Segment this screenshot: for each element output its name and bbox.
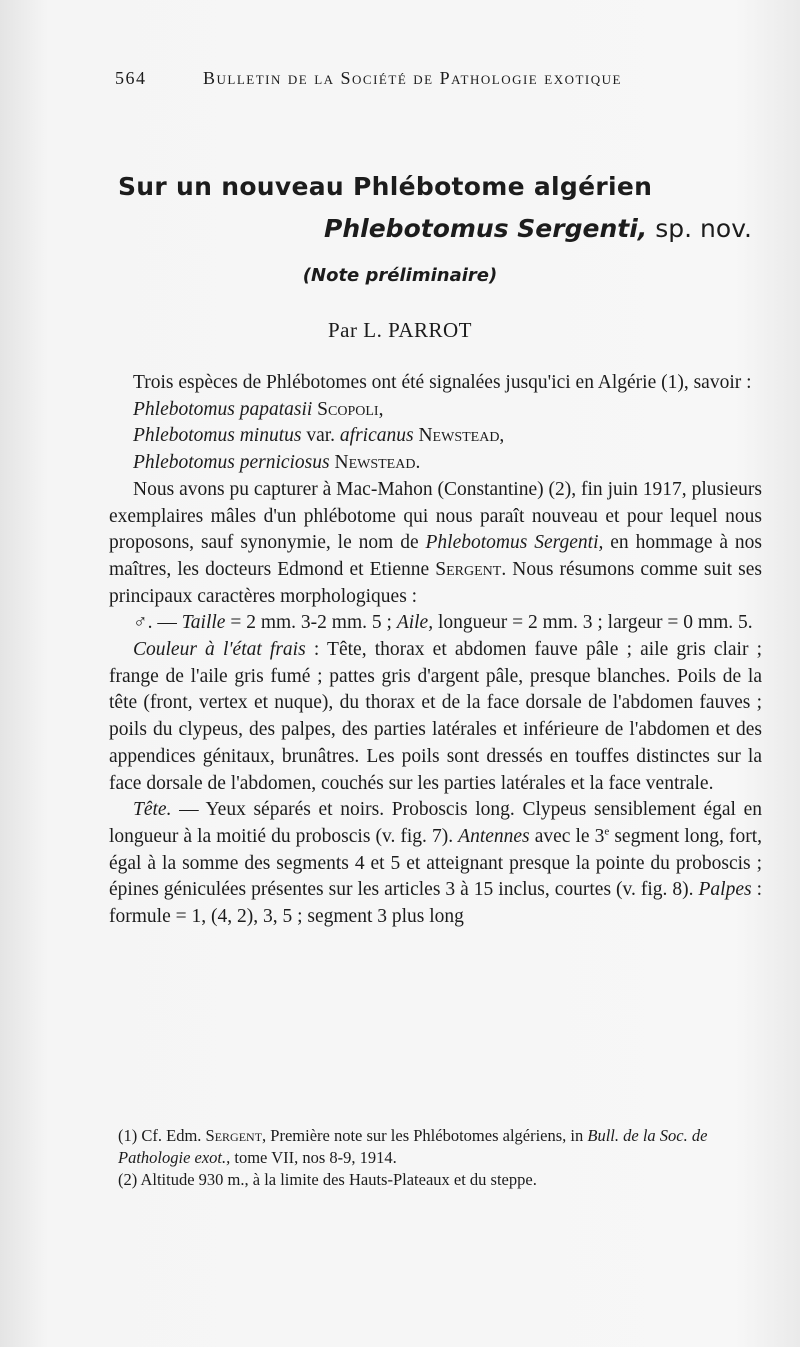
paragraph-intro: Trois espèces de Phlébotomes ont été signalées jusqu'ici en Algérie (1), savoir : [133, 372, 752, 393]
article-body [109, 370, 762, 931]
species-item-perniciosus: Phlebotomus perniciosus Newstead. [133, 452, 421, 474]
running-header [115, 68, 735, 98]
preliminary-note-label: (Note préliminaire) [302, 265, 498, 286]
footnotes [118, 1125, 768, 1191]
article-species-title [324, 214, 752, 243]
species-item-papatasii: Phlebotomus papatasii Scopoli, [133, 398, 384, 420]
paragraph-size: ♂. — Taille = 2 mm. 3-2 mm. 5 ; Aile, longueur = 2 mm. 3 ; largeur = 0 mm. 5. [133, 612, 753, 634]
footnote-2: (2) Altitude 930 m., à la limite des Hauts-Plateaux et du steppe. [118, 1170, 537, 1189]
paragraph-capture: Nous avons pu capturer à Mac-Mahon (Constantine) (2), fin juin 1917, plusieurs exemplaires mâles d'un phlébotome qui nous paraît nouveau et pour lequel nous proposons, sauf synonymie, le nom de Phlebotomus Sergenti, en hommage à nos maîtres, les docteurs Edmond et Etienne Sergent. Nous résumons comme suit ses principaux caractères morphologiques : [109, 478, 763, 607]
paragraph-head: Tête. — Yeux séparés et noirs. Proboscis long. Clypeus sensiblement égal en longueur à la moitié du proboscis (v. fig. 7). Antennes avec le 3e segment long, fort, égal à la somme des segments 4 et 5 et atteignant presque la pointe du proboscis ; épines géniculées présentes sur les articles 3 à 15 inclus, courtes (v. fig. 8). Palpes : formule = 1, (4, 2), 3, 5 ; segment 3 plus long [109, 799, 763, 928]
page-number: 564 [115, 68, 147, 88]
article-title: Sur un nouveau Phlébotome algérien [118, 172, 653, 201]
paragraph-colour: Couleur à l'état frais : Tête, thorax et abdomen fauve pâle ; aile gris clair ; frange de l'aile gris fumé ; pattes gris d'argent pâle, presque blanches. Poils de la tête (front, vertex et nuque), du thorax et de la face dorsale de l'abdomen fauves ; poils du clypeus, des palpes, des parties latérales et inférieure de l'abdomen et des appendices génitaux, brunâtres. Les poils sont dressés en touffes distinctes sur la face dorsale de l'abdomen, couchés sur les parties latérales et la face ventrale. [109, 639, 763, 794]
sp-nov-label: sp. nov. [655, 214, 752, 243]
male-symbol: ♂. [133, 612, 153, 634]
species-name: Phlebotomus Sergenti, [324, 214, 648, 243]
footnote-1: (1) Cf. Edm. Sergent, Première note sur les Phlébotomes algériens, in Bull. de la Soc. de Pathologie exot., tome VII, nos 8-9, 1914. [118, 1126, 708, 1167]
species-item-minutus: Phlebotomus minutus var. africanus Newstead, [133, 425, 505, 447]
author-line: Par L. PARROT [328, 318, 472, 342]
running-title: Bulletin de la Société de Pathologie exotique [203, 68, 622, 88]
